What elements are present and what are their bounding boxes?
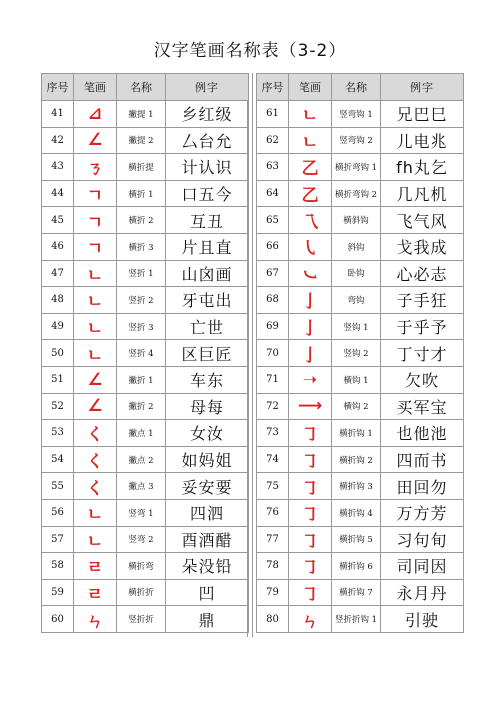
stroke-glyph-icon: ㄴ	[86, 531, 104, 552]
stroke-glyph-icon: ㄴ	[301, 132, 319, 153]
stroke-name: 横钩 1	[332, 366, 381, 393]
stroke-cell	[289, 260, 332, 287]
stroke-cell	[289, 579, 332, 606]
row-number: 49	[42, 313, 74, 340]
example-characters: 区巨匠	[166, 340, 249, 367]
stroke-glyph-icon: く	[86, 452, 104, 473]
table-row	[42, 260, 249, 287]
example-characters: 鼎	[166, 606, 249, 633]
stroke-glyph-icon: ㄴ	[86, 505, 104, 526]
stroke-glyph-icon: 乙	[301, 159, 319, 180]
stroke-cell	[74, 553, 117, 580]
example-characters: 厶台允	[166, 127, 249, 154]
stroke-glyph-icon: く	[86, 478, 104, 499]
stroke-name: 横斜钩	[332, 207, 381, 234]
header-num: 序号	[42, 74, 74, 101]
stroke-glyph-icon: ㄣ	[301, 611, 319, 632]
stroke-cell	[74, 473, 117, 500]
stroke-glyph-icon: ㄴ	[86, 345, 104, 366]
header-example: 例字	[166, 74, 249, 101]
stroke-glyph-icon: 亅	[301, 319, 319, 340]
header-example: 例字	[381, 74, 464, 101]
row-number: 66	[257, 233, 289, 260]
stroke-name: 横折钩 3	[332, 473, 381, 500]
stroke-glyph-icon: く	[86, 425, 104, 446]
table-row	[42, 553, 249, 580]
row-number: 67	[257, 260, 289, 287]
row-number: 73	[257, 420, 289, 447]
table-row	[42, 101, 249, 128]
header-stroke: 笔画	[289, 74, 332, 101]
example-characters: 计认识	[166, 154, 249, 181]
stroke-cell	[289, 287, 332, 314]
stroke-cell	[74, 446, 117, 473]
example-characters: 永月丹	[381, 579, 464, 606]
row-number: 63	[257, 154, 289, 181]
example-characters: 山囟画	[166, 260, 249, 287]
row-number: 62	[257, 127, 289, 154]
stroke-name: 横折弯钩 1	[332, 154, 381, 181]
stroke-glyph-icon: ⟶	[297, 396, 323, 417]
example-characters: 也他池	[381, 420, 464, 447]
stroke-cell	[289, 499, 332, 526]
stroke-name: 横折 1	[117, 180, 166, 207]
table-row	[257, 207, 464, 234]
stroke-cell	[289, 473, 332, 500]
row-number: 52	[42, 393, 74, 420]
stroke-name: 横折钩 2	[332, 446, 381, 473]
stroke-cell	[74, 420, 117, 447]
table-row	[42, 340, 249, 367]
table-row	[42, 420, 249, 447]
stroke-name: 弯钩	[332, 287, 381, 314]
stroke-glyph-icon: ㇂	[301, 239, 319, 260]
table-row	[257, 393, 464, 420]
stroke-glyph-icon: ∠	[87, 396, 103, 417]
row-number: 64	[257, 180, 289, 207]
stroke-glyph-icon: 乁	[301, 212, 319, 233]
example-characters: 四泗	[166, 499, 249, 526]
example-characters: 牙屯出	[166, 287, 249, 314]
stroke-cell	[289, 606, 332, 633]
stroke-glyph-icon: ㇆	[301, 425, 319, 446]
stroke-cell	[289, 446, 332, 473]
stroke-glyph-icon: ∠	[87, 369, 103, 390]
example-characters: 口五今	[166, 180, 249, 207]
row-number: 41	[42, 101, 74, 128]
example-characters: 儿电兆	[381, 127, 464, 154]
row-number: 59	[42, 579, 74, 606]
example-characters: 引驶	[381, 606, 464, 633]
stroke-glyph-icon: ㇆	[301, 584, 319, 605]
stroke-cell	[289, 553, 332, 580]
table-row	[42, 606, 249, 633]
example-characters: 如妈姐	[166, 446, 249, 473]
stroke-name: 横折钩 6	[332, 553, 381, 580]
row-number: 69	[257, 313, 289, 340]
example-characters: fh丸乞	[381, 154, 464, 181]
stroke-cell	[74, 127, 117, 154]
table-row	[257, 579, 464, 606]
stroke-name: 横折钩 4	[332, 499, 381, 526]
stroke-name: 竖钩 1	[332, 313, 381, 340]
stroke-name: 卧钩	[332, 260, 381, 287]
table-row	[257, 101, 464, 128]
row-number: 48	[42, 287, 74, 314]
table-row	[42, 579, 249, 606]
stroke-cell	[289, 393, 332, 420]
table-row	[42, 180, 249, 207]
table-row	[257, 420, 464, 447]
table-row	[257, 553, 464, 580]
stroke-cell	[74, 101, 117, 128]
stroke-cell	[289, 154, 332, 181]
table-row	[257, 287, 464, 314]
table-row	[257, 606, 464, 633]
stroke-name: 撇点 2	[117, 446, 166, 473]
header-stroke: 笔画	[74, 74, 117, 101]
stroke-glyph-icon: 亅	[301, 292, 319, 313]
stroke-cell	[289, 420, 332, 447]
stroke-name: 横钩 2	[332, 393, 381, 420]
stroke-name: 竖折 4	[117, 340, 166, 367]
stroke-name: 竖折 3	[117, 313, 166, 340]
stroke-table-left	[41, 73, 249, 633]
table-row	[257, 499, 464, 526]
row-number: 80	[257, 606, 289, 633]
stroke-name: 撇折 2	[117, 393, 166, 420]
row-number: 58	[42, 553, 74, 580]
table-row	[257, 446, 464, 473]
stroke-cell	[74, 154, 117, 181]
example-characters: 买军宝	[381, 393, 464, 420]
row-number: 44	[42, 180, 74, 207]
example-characters: 司同因	[381, 553, 464, 580]
stroke-name: 横折 3	[117, 233, 166, 260]
stroke-cell	[74, 526, 117, 553]
row-number: 74	[257, 446, 289, 473]
example-characters: 凹	[166, 579, 249, 606]
stroke-cell	[74, 260, 117, 287]
row-number: 51	[42, 366, 74, 393]
page-title: 汉字笔画名称表（3-2）	[153, 41, 347, 61]
stroke-name: 撇提 1	[117, 101, 166, 128]
stroke-glyph-icon: ㄱ	[86, 186, 104, 207]
stroke-cell	[74, 579, 117, 606]
table-row	[42, 233, 249, 260]
example-characters: 万方芳	[381, 499, 464, 526]
example-characters: 戈我成	[381, 233, 464, 260]
example-characters: 片且直	[166, 233, 249, 260]
row-number: 42	[42, 127, 74, 154]
stroke-glyph-icon: ㄹ	[86, 558, 104, 579]
example-characters: 朵没铅	[166, 553, 249, 580]
stroke-cell	[289, 127, 332, 154]
table-row	[257, 260, 464, 287]
row-number: 72	[257, 393, 289, 420]
stroke-name: 竖钩 2	[332, 340, 381, 367]
example-characters: 四而书	[381, 446, 464, 473]
stroke-name: 横折钩 5	[332, 526, 381, 553]
row-number: 77	[257, 526, 289, 553]
row-number: 71	[257, 366, 289, 393]
stroke-name: 竖弯钩 2	[332, 127, 381, 154]
row-number: 47	[42, 260, 74, 287]
stroke-glyph-icon: ∠	[87, 130, 103, 151]
header-row	[257, 74, 464, 101]
example-characters: 亡世	[166, 313, 249, 340]
stroke-cell	[74, 313, 117, 340]
stroke-name: 竖折 2	[117, 287, 166, 314]
stroke-name: 斜钩	[332, 233, 381, 260]
stroke-cell	[289, 313, 332, 340]
row-number: 56	[42, 499, 74, 526]
row-number: 43	[42, 154, 74, 181]
table-row	[42, 207, 249, 234]
table-row	[42, 127, 249, 154]
example-characters: 酉酒醋	[166, 526, 249, 553]
row-number: 55	[42, 473, 74, 500]
table-row	[42, 499, 249, 526]
example-characters: 习句旬	[381, 526, 464, 553]
stroke-name: 横折弯	[117, 553, 166, 580]
stroke-name: 横折 2	[117, 207, 166, 234]
stroke-cell	[74, 287, 117, 314]
stroke-cell	[74, 499, 117, 526]
example-characters: 乡红级	[166, 101, 249, 128]
stroke-glyph-icon: ㄴ	[86, 292, 104, 313]
table-row	[257, 366, 464, 393]
stroke-table-right	[256, 73, 464, 633]
stroke-cell	[289, 101, 332, 128]
row-number: 79	[257, 579, 289, 606]
stroke-glyph-icon: ㄴ	[301, 106, 319, 127]
divider	[252, 73, 253, 637]
row-number: 70	[257, 340, 289, 367]
row-number: 68	[257, 287, 289, 314]
table-row	[42, 313, 249, 340]
header-num: 序号	[257, 74, 289, 101]
stroke-cell	[74, 233, 117, 260]
row-number: 76	[257, 499, 289, 526]
example-characters: 丁寸才	[381, 340, 464, 367]
row-number: 78	[257, 553, 289, 580]
row-number: 50	[42, 340, 74, 367]
stroke-cell	[289, 340, 332, 367]
table-row	[257, 127, 464, 154]
stroke-glyph-icon: ㇆	[301, 558, 319, 579]
example-characters: 于乎予	[381, 313, 464, 340]
stroke-glyph-icon: 亅	[301, 345, 319, 366]
row-number: 61	[257, 101, 289, 128]
table-row	[42, 446, 249, 473]
stroke-cell	[74, 606, 117, 633]
stroke-name: 竖弯 2	[117, 526, 166, 553]
stroke-name: 竖折折	[117, 606, 166, 633]
stroke-name: 撇提 2	[117, 127, 166, 154]
stroke-name: 撇点 3	[117, 473, 166, 500]
example-characters: 妥安要	[166, 473, 249, 500]
table-row	[257, 233, 464, 260]
stroke-glyph-icon: ➝	[302, 369, 318, 390]
stroke-cell	[289, 233, 332, 260]
stroke-glyph-icon: ㇃	[301, 265, 319, 286]
stroke-name: 横折钩 1	[332, 420, 381, 447]
stroke-name: 横折钩 7	[332, 579, 381, 606]
stroke-name: 竖弯 1	[117, 499, 166, 526]
stroke-name: 竖折 1	[117, 260, 166, 287]
table-row	[257, 473, 464, 500]
stroke-glyph-icon: ㄱ	[86, 212, 104, 233]
row-number: 65	[257, 207, 289, 234]
row-number: 60	[42, 606, 74, 633]
stroke-glyph-icon: ㇆	[301, 478, 319, 499]
stroke-cell	[74, 207, 117, 234]
example-characters: 心必志	[381, 260, 464, 287]
row-number: 57	[42, 526, 74, 553]
table-row	[257, 180, 464, 207]
stroke-name: 竖弯钩 1	[332, 101, 381, 128]
stroke-glyph-icon: ㄱ	[86, 239, 104, 260]
stroke-glyph-icon: ㄣ	[86, 611, 104, 632]
stroke-cell	[74, 180, 117, 207]
stroke-glyph-icon: ㄹ	[86, 584, 104, 605]
row-number: 75	[257, 473, 289, 500]
stroke-name: 撇折 1	[117, 366, 166, 393]
example-characters: 几凡机	[381, 180, 464, 207]
stroke-name: 横折提	[117, 154, 166, 181]
table-row	[257, 340, 464, 367]
table-row	[42, 526, 249, 553]
row-number: 54	[42, 446, 74, 473]
stroke-glyph-icon: ㇆	[301, 531, 319, 552]
example-characters: 子手狂	[381, 287, 464, 314]
table-row	[257, 526, 464, 553]
stroke-glyph-icon: ㄴ	[86, 265, 104, 286]
example-characters: 飞气风	[381, 207, 464, 234]
row-number: 53	[42, 420, 74, 447]
stroke-cell	[289, 207, 332, 234]
table-row	[42, 287, 249, 314]
table-row	[42, 154, 249, 181]
stroke-cell	[289, 526, 332, 553]
stroke-cell	[289, 366, 332, 393]
table-row	[42, 473, 249, 500]
stroke-name: 撇点 1	[117, 420, 166, 447]
stroke-cell	[74, 340, 117, 367]
stroke-glyph-icon: 乙	[301, 186, 319, 207]
example-characters: 车东	[166, 366, 249, 393]
table-row	[42, 366, 249, 393]
stroke-name: 横折折	[117, 579, 166, 606]
row-number: 45	[42, 207, 74, 234]
table-row	[42, 393, 249, 420]
example-characters: 母每	[166, 393, 249, 420]
stroke-cell	[74, 393, 117, 420]
example-characters: 田回勿	[381, 473, 464, 500]
stroke-glyph-icon: ⊿	[87, 103, 103, 124]
example-characters: 女汝	[166, 420, 249, 447]
example-characters: 兄巴巳	[381, 101, 464, 128]
header-name: 名称	[332, 74, 381, 101]
header-name: 名称	[117, 74, 166, 101]
stroke-cell	[289, 180, 332, 207]
stroke-glyph-icon: ㄋ	[86, 159, 104, 180]
example-characters: 欠吹	[381, 366, 464, 393]
stroke-glyph-icon: ㄴ	[86, 319, 104, 340]
stroke-glyph-icon: ㇆	[301, 505, 319, 526]
stroke-name: 横折弯钩 2	[332, 180, 381, 207]
table-row	[257, 313, 464, 340]
row-number: 46	[42, 233, 74, 260]
example-characters: 互丑	[166, 207, 249, 234]
stroke-glyph-icon: ㇆	[301, 452, 319, 473]
table-row	[257, 154, 464, 181]
header-row	[42, 74, 249, 101]
stroke-name: 竖折折钩 1	[332, 606, 381, 633]
stroke-cell	[74, 366, 117, 393]
